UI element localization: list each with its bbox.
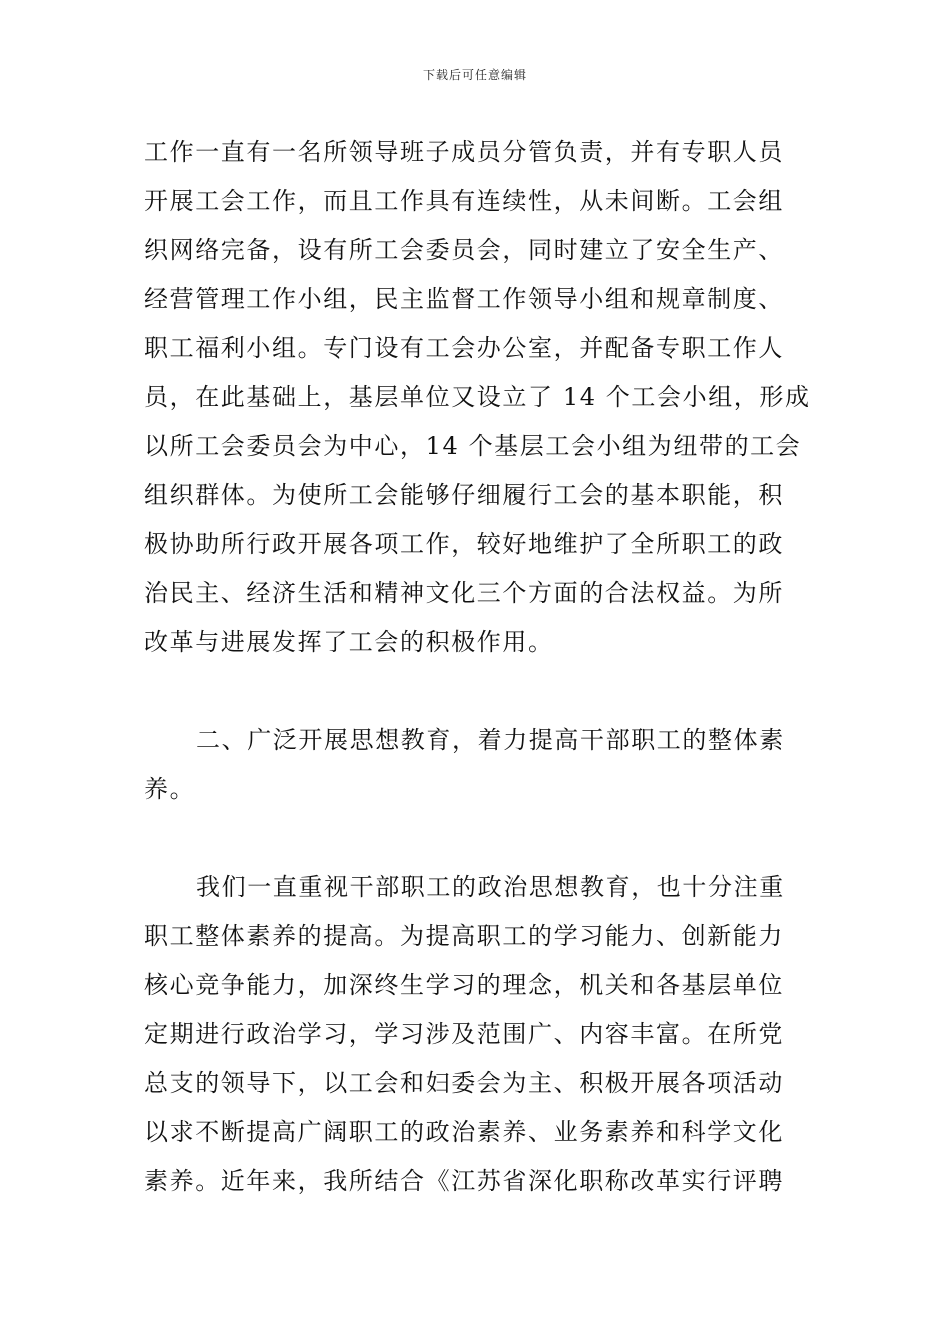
text-line: 改革与进展发挥了工会的积极作用。 (144, 628, 554, 656)
paragraph-union-organization (144, 128, 811, 667)
text-line: 极协助所行政开展各项工作，较好地维护了全所职工的政 (144, 530, 784, 558)
text-line: 经营管理工作小组，民主监督工作领导小组和规章制度、 (144, 285, 784, 313)
text-line: 我们一直重视干部职工的政治思想教育，也十分注重 (196, 873, 785, 901)
text-line: 职工整体素养的提高。为提高职工的学习能力、创新能力 (144, 922, 784, 950)
text-line: 素养。近年来，我所结合《江苏省深化职称改革实行评聘 (144, 1167, 784, 1195)
document-body (144, 128, 811, 1206)
text-line: 以所工会委员会为中心，14 个基层工会小组为纽带的工会 (144, 432, 802, 460)
text-line: 以求不断提高广阔职工的政治素养、业务素养和科学文化 (144, 1118, 784, 1146)
text-line: 员，在此基础上，基层单位又设立了 14 个工会小组，形成 (144, 383, 811, 411)
text-line: 定期进行政治学习，学习涉及范围广、内容丰富。在所党 (144, 1020, 784, 1048)
text-line: 织网络完备，设有所工会委员会，同时建立了安全生产、 (144, 236, 784, 264)
header-note: 下载后可任意编辑 (422, 68, 527, 82)
text-line: 开展工会工作，而且工作具有连续性，从未间断。工会组 (144, 187, 784, 215)
text-line: 职工福利小组。专门设有工会办公室，并配备专职工作人 (144, 334, 784, 362)
paragraph-gap (144, 667, 808, 716)
text-line: 治民主、经济生活和精神文化三个方面的合法权益。为所 (144, 579, 784, 607)
text-line: 核心竞争能力，加深终生学习的理念，机关和各基层单位 (144, 971, 784, 999)
text-line: 组织群体。为使所工会能够仔细履行工会的基本职能，积 (144, 481, 784, 509)
text-line: 养。 (144, 775, 196, 803)
section-heading-two (144, 716, 808, 814)
text-line: 工作一直有一名所领导班子成员分管负责，并有专职人员 (144, 138, 784, 166)
text-line: 二、广泛开展思想教育，着力提高干部职工的整体素 (196, 726, 785, 754)
text-line: 总支的领导下，以工会和妇委会为主、积极开展各项活动 (144, 1069, 784, 1097)
paragraph-education (144, 863, 808, 1206)
paragraph-gap (144, 814, 808, 863)
